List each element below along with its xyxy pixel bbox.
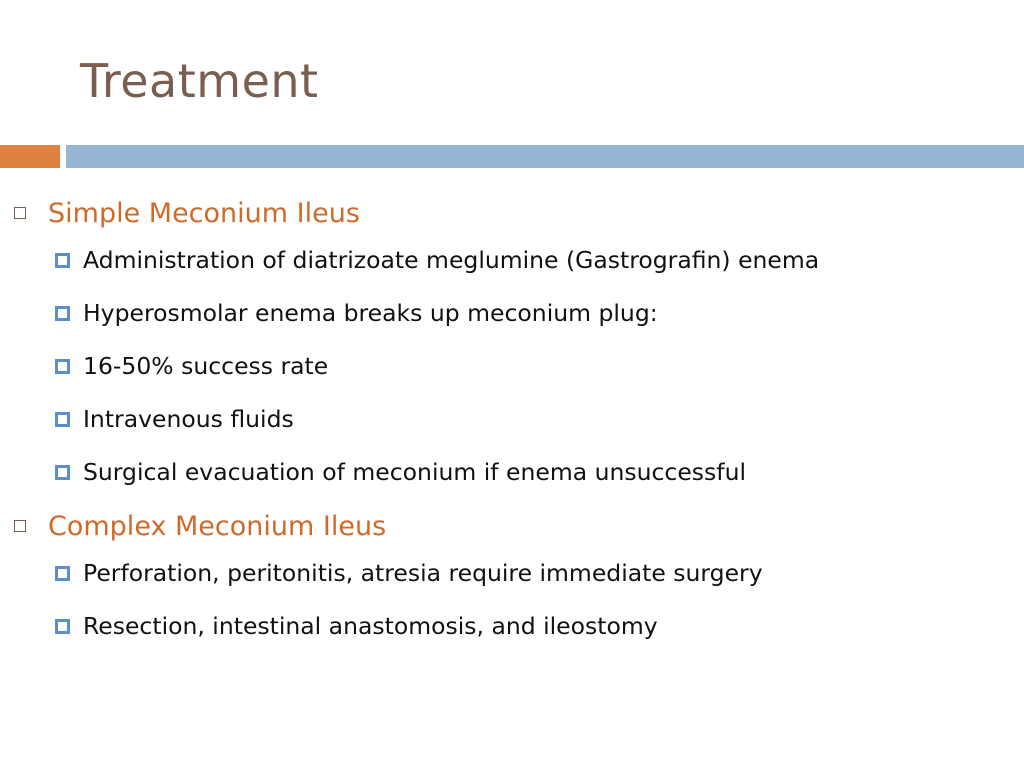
accent-band-blue [66, 145, 1024, 168]
hollow-square-bullet-icon [14, 520, 26, 532]
list-item [0, 344, 1024, 388]
list-item-text: Perforation, peritonitis, atresia require immediate surgery [83, 559, 763, 587]
section-heading-text: Simple Meconium Ileus [48, 198, 360, 229]
square-bullet-icon [55, 253, 70, 268]
section-heading-complex [0, 503, 1024, 551]
list-item [0, 238, 1024, 282]
slide-title: Treatment [80, 54, 319, 108]
list-item-text: Surgical evacuation of meconium if enema unsuccessful [83, 458, 746, 486]
square-bullet-icon [55, 465, 70, 480]
list-item-text: 16-50% success rate [83, 352, 329, 380]
square-bullet-icon [55, 359, 70, 374]
list-item-text: Hyperosmolar enema breaks up meconium plug: [83, 299, 658, 327]
slide-content [0, 190, 1024, 657]
list-item-text: Resection, intestinal anastomosis, and ileostomy [83, 612, 658, 640]
list-item-text: Intravenous fluids [83, 405, 294, 433]
square-bullet-icon [55, 306, 70, 321]
list-item [0, 450, 1024, 494]
list-item [0, 551, 1024, 595]
square-bullet-icon [55, 619, 70, 634]
section-heading-text: Complex Meconium Ileus [48, 511, 387, 542]
hollow-square-bullet-icon [14, 207, 26, 219]
list-item [0, 397, 1024, 441]
section-heading-simple [0, 190, 1024, 238]
square-bullet-icon [55, 412, 70, 427]
square-bullet-icon [55, 566, 70, 581]
accent-band-orange [0, 145, 60, 168]
list-item [0, 291, 1024, 335]
list-item-text: Administration of diatrizoate meglumine (Gastrografin) enema [83, 246, 820, 274]
list-item [0, 604, 1024, 648]
